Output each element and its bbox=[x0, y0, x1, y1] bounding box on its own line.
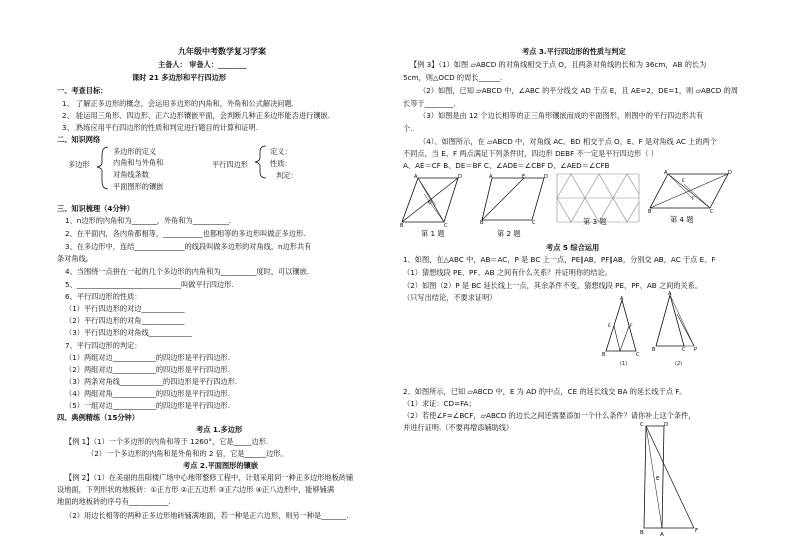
example-5b-line: （1）求证：CD=FA； bbox=[403, 399, 476, 408]
net-item: 对角线条数 bbox=[113, 170, 149, 179]
net-prop: 判定： bbox=[276, 171, 298, 180]
svg-text:P: P bbox=[694, 347, 698, 353]
page-title: 九年级中考数学复习学案 bbox=[178, 47, 266, 56]
example-5a-line: （2）如图（2）P 是 BC 延长线上一点，其余条件不变，猜想线段 PE、PF、AB 之间的关系。 bbox=[403, 281, 703, 290]
example-3-line: 长等于________. bbox=[403, 99, 456, 108]
figure-triangle-1 bbox=[602, 297, 642, 361]
lesson-title: 课时 21 多边形和平行四边形 bbox=[132, 73, 227, 82]
review-line: （5）一组对边____________的四边形是平行四边形. bbox=[65, 401, 230, 410]
review-line: 1、n边形的内角和为_______，外角和为__________. bbox=[65, 216, 231, 225]
example-5a-line: （只写出结论，不要求证明） bbox=[403, 293, 497, 302]
example-2-line: 【例 2】（1）在美丽的岳阳楼广场中心地带整修工程中，计划采用同一种正多边形地板砖铺 bbox=[65, 473, 354, 482]
svg-text:A: A bbox=[664, 170, 668, 176]
figure-1-caption: 第 1 题 bbox=[421, 229, 445, 238]
svg-text:C: C bbox=[640, 422, 644, 428]
example-2-line: （2）用边长相等的两种正多边形地砖铺满地面，若一种是正六边形，则另一种是_______. bbox=[65, 511, 349, 520]
example-1-line: （2）一个多边形的内角和是外角和的 2 倍，它是______边形。 bbox=[87, 449, 288, 458]
svg-text:C: C bbox=[710, 209, 714, 215]
svg-text:A: A bbox=[660, 532, 664, 538]
figure-label: (2) bbox=[675, 361, 683, 367]
figure-parallelogram-extension bbox=[636, 420, 706, 540]
review-line: 条对角线。 bbox=[57, 254, 93, 263]
goal-item: 3、 熟练应用平行四边形的性质和判定进行题目的计算和证明. bbox=[62, 123, 259, 132]
net-brace-right bbox=[254, 144, 268, 180]
example-3-line: （4）、如图所示，在 ▱ABCD 中，对角线 AC、BD 相交于点 O，E、F 是对角线 AC 上的两个 bbox=[419, 137, 717, 146]
review-line: 2、在平面内，各内角都相等，___________也都相等的多边形叫做正多边形. bbox=[65, 229, 306, 238]
example-3-choices: A、AE＝CF B、DE＝BF C、∠ADE＝∠CBF D、∠AED＝∠CFB bbox=[403, 161, 610, 170]
svg-text:A: A bbox=[668, 291, 672, 297]
figure-2-parallelogram bbox=[480, 174, 550, 224]
svg-text:A: A bbox=[414, 174, 418, 180]
net-prop: 定义： bbox=[270, 147, 292, 156]
review-line: 4、当围绕一点拼在一起的几个多边形的内角和为__________度时，可以镶嵌. bbox=[65, 267, 310, 276]
example-3-line: （2）如图，已知 ▱ABCD 中，∠ABC 的平分线交 AD 于点 E，且 AE=2，DE=1，则 ▱ABCD 的周 bbox=[419, 86, 738, 95]
review-line: （2）两组对边____________的四边形是平行四边形. bbox=[65, 365, 230, 374]
topic-2-heading: 考点 2.平面图形的镶嵌 bbox=[183, 461, 258, 470]
figure-label: (1) bbox=[620, 361, 628, 367]
section-goals-heading: 一、考查目标： bbox=[57, 86, 108, 95]
example-5a-line: 1、如图，在△ABC 中，AB＝AC，P 是 BC 上一点，PE∥AB，PF∥AB，分别交 AB，AC 于点 E、F bbox=[403, 255, 716, 264]
svg-text:B: B bbox=[652, 347, 656, 353]
svg-text:F: F bbox=[695, 528, 699, 534]
net-item: 内角和与外角和 bbox=[113, 158, 164, 167]
example-3-line: 不同点，当 E、F 两点满足下列条件时，四边形 DEBF 不一定是平行四边形（ ） bbox=[403, 149, 658, 158]
figure-1-parallelogram bbox=[400, 172, 460, 228]
review-line: 6、平行四边形的性质： bbox=[65, 292, 142, 301]
example-3-line: （3）如图是由 12 个边长相等的正三角形镶嵌而成的平面图形，则图中的平行四边形共有 bbox=[419, 111, 704, 120]
net-brace-left bbox=[96, 145, 110, 191]
svg-text:D: D bbox=[458, 174, 462, 180]
svg-text:C: C bbox=[532, 220, 536, 226]
goal-item: 1、 了解正多边形的概念，会运用多边形的内角和，外角和公式解决问题. bbox=[62, 99, 294, 108]
svg-text:B: B bbox=[640, 530, 644, 536]
svg-text:F: F bbox=[630, 324, 633, 329]
svg-text:A: A bbox=[620, 296, 624, 302]
svg-text:E: E bbox=[682, 179, 685, 184]
review-line: 7、平行四边形的判定： bbox=[65, 341, 142, 350]
section-review-heading: 三、知识梳理（4分钟） bbox=[57, 204, 134, 213]
svg-text:E: E bbox=[608, 324, 611, 329]
net-prop: 性质： bbox=[270, 159, 292, 168]
review-line: （2）平行四边形的对角____________ bbox=[65, 316, 185, 325]
figure-4-parallelogram bbox=[648, 170, 732, 214]
svg-text:D: D bbox=[728, 170, 732, 176]
section-examples-heading-visible: 四、典例精练（15分钟） bbox=[57, 413, 139, 422]
example-3-line: 【例 3】（1）如图 ▱ABCD 的对角线相交于点 O，且两条对角线的长和为 36cm，AB 的长为 bbox=[410, 60, 707, 69]
review-line: 5、_____________________________叫做平行四边形. bbox=[65, 280, 234, 289]
svg-text:B: B bbox=[648, 209, 652, 215]
figure-4-caption: 第 4 题 bbox=[670, 215, 694, 224]
net-item: 多边形的定义 bbox=[113, 147, 157, 156]
figure-3-caption: 第 3 题 bbox=[583, 217, 607, 226]
example-5b-line: 2、如图所示，已知 ▱ABCD 中，E 为 AD 的中点，CE 的延长线交 BA 的延长线于点 F。 bbox=[403, 387, 687, 396]
svg-text:E: E bbox=[522, 174, 526, 180]
review-line: （1）平行四边形的对边____________ bbox=[65, 304, 185, 313]
svg-text:F: F bbox=[692, 197, 695, 202]
example-3-line: 5cm，则△OCD 的周长______. bbox=[403, 73, 503, 82]
example-5a-line: （1）猜想线段 PE、PF、AB 之间有什么关系？并证明你的结论。 bbox=[403, 268, 612, 277]
svg-text:E: E bbox=[656, 476, 660, 482]
example-1-line: 【例 1】（1）一个多边形的内角和等于 1260°，它是_____边形. bbox=[65, 437, 269, 446]
review-line: （3）平行四边形的对角线____________ bbox=[65, 328, 192, 337]
review-line: （4）两组对角____________的四边形是平行四边形. bbox=[65, 389, 230, 398]
example-2-line: 地面的地板砖的序号有___________. bbox=[57, 497, 171, 506]
authors-line: 主备人： 审备人：________ bbox=[158, 60, 247, 69]
example-3-line: 个. bbox=[403, 124, 413, 133]
svg-text:C: C bbox=[636, 352, 640, 358]
example-5b-line: （2）若使∠F=∠BCF，▱ABCD 的边长之间还需要添加一个什么条件？请你补上这个条件， bbox=[403, 411, 696, 420]
svg-text:B: B bbox=[602, 352, 606, 358]
svg-text:D: D bbox=[664, 422, 669, 428]
figure-triangle-2 bbox=[652, 292, 702, 360]
topic-1-heading: 考点 1.多边形 bbox=[196, 425, 243, 434]
svg-text:C: C bbox=[444, 223, 448, 229]
svg-text:O: O bbox=[428, 201, 432, 206]
svg-text:A: A bbox=[489, 174, 493, 180]
svg-text:B: B bbox=[400, 223, 404, 229]
example-5b-line: 并进行证明.（不要再增添辅助线） bbox=[403, 423, 514, 432]
review-line: （1）两组对边____________的四边形是平行四边形. bbox=[65, 353, 230, 362]
svg-text:C: C bbox=[682, 347, 686, 353]
review-line: （3）两条对角线____________的四边形是平行四边形. bbox=[65, 377, 238, 386]
section-network-heading: 二、知识网络 bbox=[57, 135, 101, 144]
goal-item: 2、 能运用三角形、四边形、正六边形镶嵌平面，会判断几种正多边形能否进行镶嵌. bbox=[62, 111, 330, 120]
svg-text:B: B bbox=[480, 220, 484, 226]
review-line: 3、在多边形中，连结______________的线段叫做多边形的对角线，n边形共有 bbox=[65, 242, 312, 251]
example-2-line: 设地面，下列形状的地板砖：①正方形 ②正五边形 ③正六边形 ④正八边形中，能够铺满 bbox=[57, 485, 335, 494]
topic-3-heading: 考点 3.平行四边形的性质与判定 bbox=[522, 47, 626, 56]
svg-text:D: D bbox=[544, 174, 548, 180]
net-parallelogram-label: 平行四边形 bbox=[212, 160, 248, 169]
topic-5-heading: 考点 5 综合运用 bbox=[546, 243, 600, 252]
figure-2-caption: 第 2 题 bbox=[497, 229, 521, 238]
net-polygon-label: 多边形 bbox=[68, 160, 90, 169]
net-item: 平面图形的镶嵌 bbox=[113, 182, 164, 191]
